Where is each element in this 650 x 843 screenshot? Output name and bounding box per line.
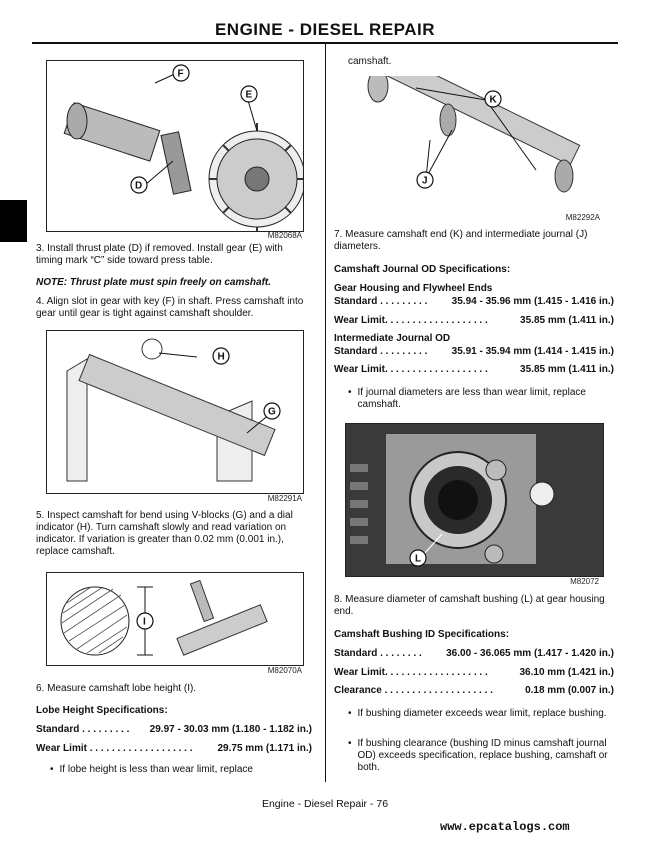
figure-id: M82070A — [267, 666, 302, 675]
spec-label: Standard . . . . . . . . . — [334, 346, 428, 357]
spec-value: 29.97 - 30.03 mm (1.180 - 1.182 in.) — [149, 724, 312, 735]
bullet-text: If bushing clearance (bushing ID minus camshaft journal OD) exceeds specification, replace bushing, camshaft or both. — [357, 738, 608, 773]
spec-label: Wear Limit . . . . . . . . . . . . . . . . . . . — [36, 743, 193, 754]
callout-G-label: G — [268, 406, 276, 418]
lobe-bullet — [50, 764, 310, 776]
figure-id: M82291A — [267, 494, 302, 503]
figure-camshaft-v-blocks — [46, 330, 304, 494]
bushing-bullet-2 — [348, 738, 612, 774]
figure-camshaft-bushing-photo — [345, 423, 604, 577]
bullet-icon: • — [348, 387, 352, 398]
figure-id: M82292A — [565, 213, 600, 222]
gear-wear-row — [334, 315, 614, 327]
step-6: 6. Measure camshaft lobe height (I). — [36, 683, 197, 694]
bushing-clearance-row — [334, 685, 614, 697]
bushing-bullet-1 — [348, 708, 612, 720]
spec-label: Wear Limit. . . . . . . . . . . . . . . . . . . — [334, 667, 488, 678]
bullet-icon: • — [50, 764, 54, 775]
callout-I-label: I — [143, 616, 146, 628]
gear-thrust-plate-illustration — [47, 61, 303, 231]
camshaft-journals-illustration — [356, 76, 606, 212]
bushing-photo-illustration — [346, 424, 603, 576]
spec-value: 36.10 mm (1.421 in.) — [519, 667, 614, 678]
step-5: 5. Inspect camshaft for bend using V-blocks (G) and a dial indicator (H). Turn camshaft slowly and read variation on indicator. If variation is greater than 0.02 mm (0.001 in.), replace camshaft. — [36, 510, 293, 557]
spec-value: 29.75 mm (1.171 in.) — [217, 743, 312, 754]
figure-lobe-height — [46, 572, 304, 666]
spec-label: Clearance . . . . . . . . . . . . . . . . . . . . — [334, 685, 493, 696]
callout-K-label: K — [489, 94, 497, 106]
inter-wear-row — [334, 364, 614, 376]
bullet-text: If bushing diameter exceeds wear limit, replace bushing. — [357, 708, 607, 719]
figure-id: M82068A — [267, 231, 302, 240]
bullet-text: If journal diameters are less than wear limit, replace camshaft. — [357, 387, 586, 410]
figure-id: M82072 — [570, 577, 599, 586]
lobe-height-heading: Lobe Height Specifications: — [36, 705, 168, 716]
column-divider — [325, 44, 326, 782]
page-footer: Engine - Diesel Repair - 76 — [261, 798, 389, 810]
figure-gear-thrust-plate — [46, 60, 304, 232]
bullet-text: If lobe height is less than wear limit, replace — [59, 764, 253, 775]
callout-F-label: F — [177, 68, 184, 80]
bushing-standard-row — [334, 648, 614, 660]
spec-value: 0.18 mm (0.007 in.) — [525, 685, 614, 696]
callout-H-label: H — [217, 351, 225, 363]
bullet-icon: • — [348, 738, 352, 749]
step-7: 7. Measure camshaft end (K) and intermediate journal (J) diameters. — [334, 229, 588, 252]
journal-od-heading: Camshaft Journal OD Specifications: — [334, 264, 511, 275]
section-tab-marker — [0, 200, 27, 242]
spec-label: Wear Limit. . . . . . . . . . . . . . . . . . . — [334, 315, 488, 326]
figure-camshaft-journals — [356, 76, 606, 212]
bushing-wear-row — [334, 667, 614, 679]
spec-value: 35.85 mm (1.411 in.) — [520, 315, 614, 326]
spec-value: 35.94 - 35.96 mm (1.415 - 1.416 in.) — [451, 296, 614, 307]
callout-J-label: J — [422, 175, 428, 187]
note: NOTE: Thrust plate must spin freely on camshaft. — [36, 277, 272, 288]
page-title: ENGINE - DIESEL REPAIR — [214, 20, 436, 39]
inter-standard-row — [334, 346, 614, 358]
spec-label: Wear Limit. . . . . . . . . . . . . . . . . . . — [334, 364, 488, 375]
spec-value: 36.00 - 36.065 mm (1.417 - 1.420 in.) — [446, 648, 614, 659]
lobe-standard-row — [36, 724, 312, 736]
step-3: 3. Install thrust plate (D) if removed. Install gear (E) with timing mark “C” side toward press table. — [36, 243, 283, 266]
lobe-wear-row — [36, 743, 312, 755]
spec-label: Standard . . . . . . . . . — [334, 296, 428, 307]
callout-E-label: E — [245, 89, 253, 101]
v-blocks-illustration — [47, 331, 303, 493]
lobe-height-illustration — [47, 573, 303, 665]
continued-text: camshaft. — [348, 56, 392, 67]
spec-value: 35.85 mm (1.411 in.) — [520, 364, 614, 375]
spec-label: Standard . . . . . . . . — [334, 648, 422, 659]
bullet-icon: • — [348, 708, 352, 719]
step-8: 8. Measure diameter of camshaft bushing (L) at gear housing end. — [334, 594, 605, 617]
step-4: 4. Align slot in gear with key (F) in shaft. Press camshaft into gear until gear is tight against camshaft shoulder. — [36, 296, 304, 319]
gear-housing-heading: Gear Housing and Flywheel Ends — [334, 283, 493, 294]
spec-label: Standard . . . . . . . . . — [36, 724, 130, 735]
journal-bullet — [348, 387, 612, 411]
watermark-url: www.epcatalogs.com — [440, 820, 570, 834]
intermediate-journal-heading: Intermediate Journal OD — [334, 333, 451, 344]
spec-value: 35.91 - 35.94 mm (1.414 - 1.415 in.) — [451, 346, 614, 357]
callout-L-label: L — [415, 553, 422, 565]
bushing-id-heading: Camshaft Bushing ID Specifications: — [334, 629, 510, 640]
callout-D-label: D — [135, 180, 143, 192]
gear-standard-row — [334, 296, 614, 308]
